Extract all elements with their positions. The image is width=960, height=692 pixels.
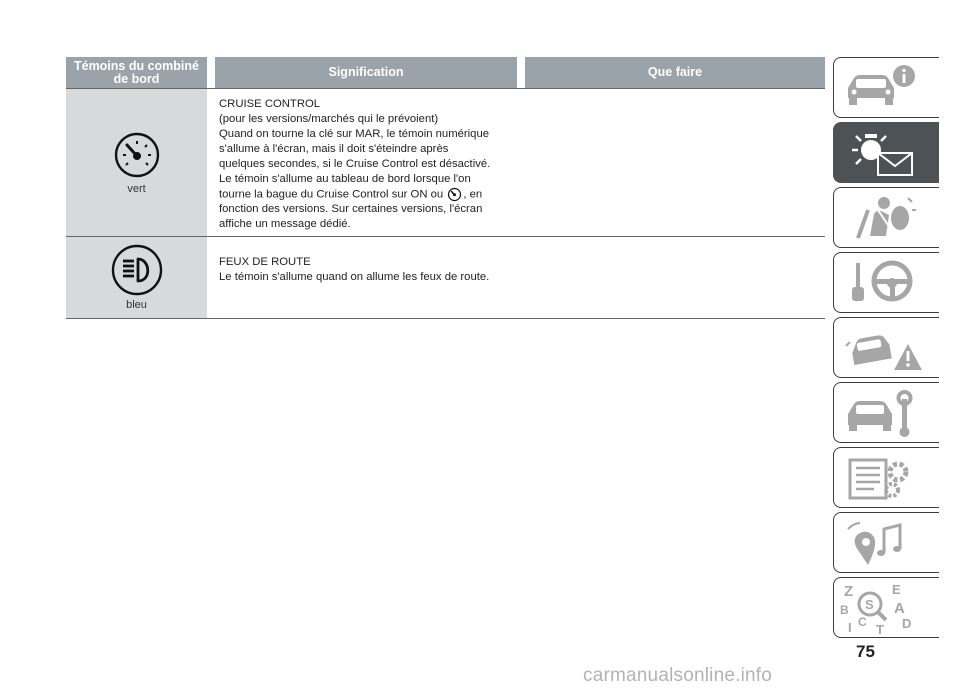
- tab-emergency[interactable]: [833, 317, 939, 378]
- what-to-do-cell: [521, 237, 825, 318]
- meaning-text: , en: [463, 188, 483, 201]
- meaning-line: Le témoin s'allume au tableau de bord lorsque l'on: [219, 173, 471, 185]
- technical-data-icon: [834, 448, 939, 507]
- table-row: [66, 89, 825, 237]
- cruise-control-inline-icon: [447, 187, 462, 202]
- warning-light-message-icon: [834, 123, 939, 182]
- header-what-to-do: Que faire: [525, 57, 825, 88]
- table-header: [66, 57, 825, 89]
- index-letter: S: [865, 597, 874, 612]
- color-label: bleu: [126, 299, 147, 311]
- meaning-line: quelques secondes, si le Cruise Control est désactivé.: [219, 158, 491, 170]
- emergency-icon: [834, 318, 939, 377]
- meaning-line: (pour les versions/marchés qui le prévoient): [219, 113, 439, 125]
- car-info-icon: [834, 58, 939, 117]
- meaning-line: Le témoin s'allume quand on allume les feux de route.: [219, 271, 490, 283]
- icon-cell: [66, 237, 207, 318]
- meaning-title: CRUISE CONTROL: [219, 98, 321, 110]
- tab-maintenance[interactable]: [833, 382, 939, 443]
- tab-safety[interactable]: [833, 187, 939, 248]
- header-meaning: Signification: [215, 57, 517, 88]
- header-warning-lights: Témoins du combiné de bord: [66, 57, 207, 88]
- cruise-control-icon: [112, 130, 162, 180]
- index-letter: D: [902, 616, 912, 631]
- tab-starting-driving[interactable]: [833, 252, 939, 313]
- index-letter: I: [848, 620, 852, 635]
- watermark: carmanualsonline.info: [583, 665, 773, 686]
- chapter-tabs: [833, 57, 939, 642]
- color-label: vert: [127, 183, 146, 195]
- page-number: 75: [856, 642, 875, 661]
- meaning-line: s'allume à l'écran, mais il doit s'éteindre après: [219, 143, 449, 155]
- tab-car-info[interactable]: [833, 57, 939, 118]
- meaning-title: FEUX DE ROUTE: [219, 256, 311, 268]
- maintenance-icon: [834, 383, 939, 442]
- icon-cell: [66, 89, 207, 236]
- meaning-text: tourne la bague du Cruise Control sur ON ou: [219, 188, 444, 201]
- tab-warning-lights[interactable]: [833, 122, 939, 183]
- what-to-do-cell: [521, 89, 825, 236]
- index-letter: E: [892, 582, 901, 597]
- meaning-cell: [207, 237, 521, 318]
- meaning-line-with-icon: [219, 187, 521, 202]
- tab-index[interactable]: [833, 577, 939, 638]
- high-beam-icon: [110, 244, 164, 296]
- meaning-line: Quand on tourne la clé sur MAR, le témoin numérique: [219, 128, 490, 140]
- tab-multimedia[interactable]: [833, 512, 939, 573]
- index-letter: C: [858, 615, 867, 629]
- meaning-cell: [207, 89, 521, 236]
- multimedia-icon: [834, 513, 939, 572]
- tab-technical-data[interactable]: [833, 447, 939, 508]
- table-row: [66, 237, 825, 319]
- meaning-line: affiche un message dédié.: [219, 218, 351, 231]
- index-icon: [834, 578, 939, 637]
- index-letter: A: [894, 600, 905, 617]
- warning-lights-table: [66, 57, 825, 319]
- meaning-line: fonction des versions. Sur certaines versions, l'écran: [219, 203, 483, 216]
- index-letter: B: [840, 603, 849, 617]
- index-letter: Z: [844, 583, 854, 600]
- safety-airbag-icon: [834, 188, 939, 247]
- key-steering-wheel-icon: [834, 253, 939, 312]
- index-letter: T: [876, 622, 884, 637]
